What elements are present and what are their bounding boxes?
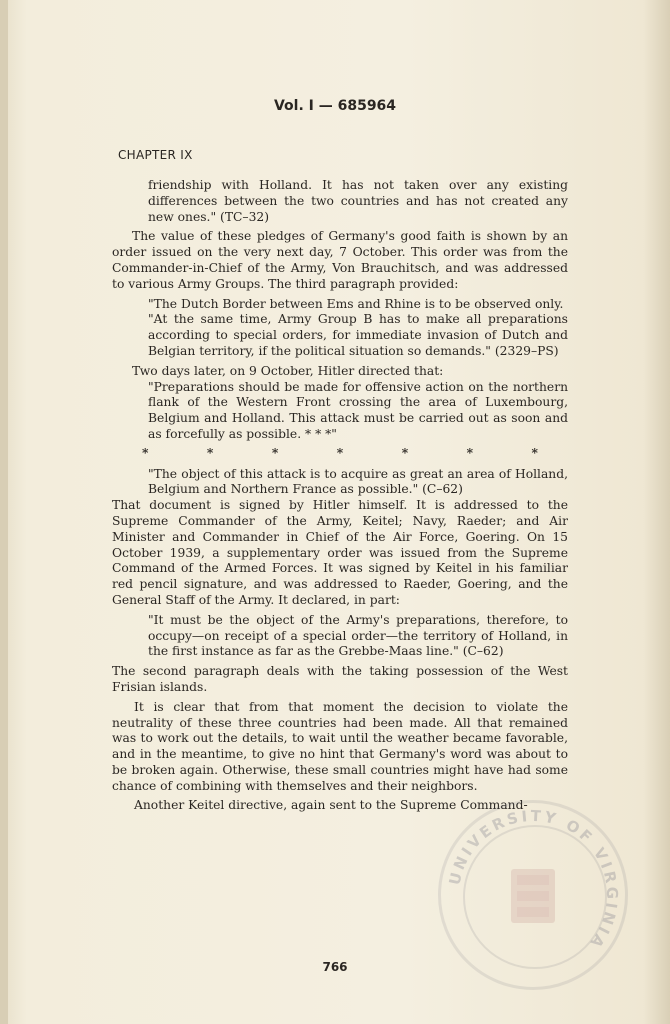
page-number: 766 <box>322 960 348 974</box>
paragraph-signed-by-hitler: That document is signed by Hitler himself. It is addressed to the Supreme Commander of the Army, Keitel; Navy, Raeder; and Air Minister and Commander in Chief of the Air Force, Goering. On 15 October 1939, a supplementary order was issued from the Supreme Command of the Armed Forces. It was signed by Keitel in his familiar red pencil signature, and was addressed to Raeder, Goering, and the General Staff of the Army. It declared, in part: <box>112 498 568 607</box>
page-binding-edge <box>0 0 8 1024</box>
star: * <box>401 444 409 460</box>
ellipsis-stars <box>142 445 568 461</box>
paragraph-two-days-later: Two days later, on 9 October, Hitler directed that: <box>132 363 444 378</box>
paragraph-another-directive: Another Keitel directive, again sent to the Supreme Command- <box>134 798 528 813</box>
quote-dutch-border: "The Dutch Border between Ems and Rhine is to be observed only. <box>148 296 564 311</box>
quote-preparations: "Preparations should be made for offensive action on the northern flank of the Western Front crossing the area of Luxembourg, Belgium and Holland. This attack must be carried out as soon and as forcefully as possible. * * *" <box>148 379 568 441</box>
quote-army-preparations: "It must be the object of the Army's preparations, therefore, to occupy—on receipt of a special order—the territory of Holland, in the first instance as far as the Grebbe-Maas line." (C–62) <box>148 612 568 659</box>
body-text <box>112 178 568 814</box>
quote-object-of-attack: "The object of this attack is to acquire as great an area of Holland, Belgium and Northern France as possible." (C–62) <box>148 466 568 497</box>
university-seal-watermark <box>438 800 628 990</box>
seal-emblem-icon <box>503 861 563 931</box>
seal-text: UNIVERSITY OF VIRGINIA <box>445 806 622 954</box>
paragraph-pledges: The value of these pledges of Germany's good faith is shown by an order issued on the very next day, 7 October. This order was from the Commander-in-Chief of the Army, Von Brauchitsch, and was addressed to various Army Groups. The third paragraph provided: <box>112 229 568 291</box>
star: * <box>142 444 149 460</box>
star: * <box>466 444 474 460</box>
paragraph-west-frisian: The second paragraph deals with the taking possession of the West Frisian islands. <box>112 664 568 694</box>
volume-header: Vol. I — 685964 <box>273 98 397 114</box>
star: * <box>271 444 279 460</box>
star: * <box>206 444 214 460</box>
quote-army-group-b: "At the same time, Army Group B has to make all preparations according to special orders, for immediate invasion of Dutch and Belgian territory, if the political situation so demands." (2329–PS) <box>148 312 568 358</box>
star: * <box>336 444 344 460</box>
chapter-heading: CHAPTER IX <box>118 148 193 162</box>
star: * <box>531 444 538 460</box>
paragraph-decision: It is clear that from that moment the decision to violate the neutrality of these three countries had been made. All that remained was to work out the details, to wait until the weather became favorable, and in the meantime, to give no hint that Germany's word was about to be broken again. Otherwise, these small countries might have had some chance of combining with themselves and their neighbors. <box>112 699 568 793</box>
paragraph-continued-quote: friendship with Holland. It has not taken over any existing differences between the two countries and has not created any new ones." (TC–32) <box>148 178 568 224</box>
